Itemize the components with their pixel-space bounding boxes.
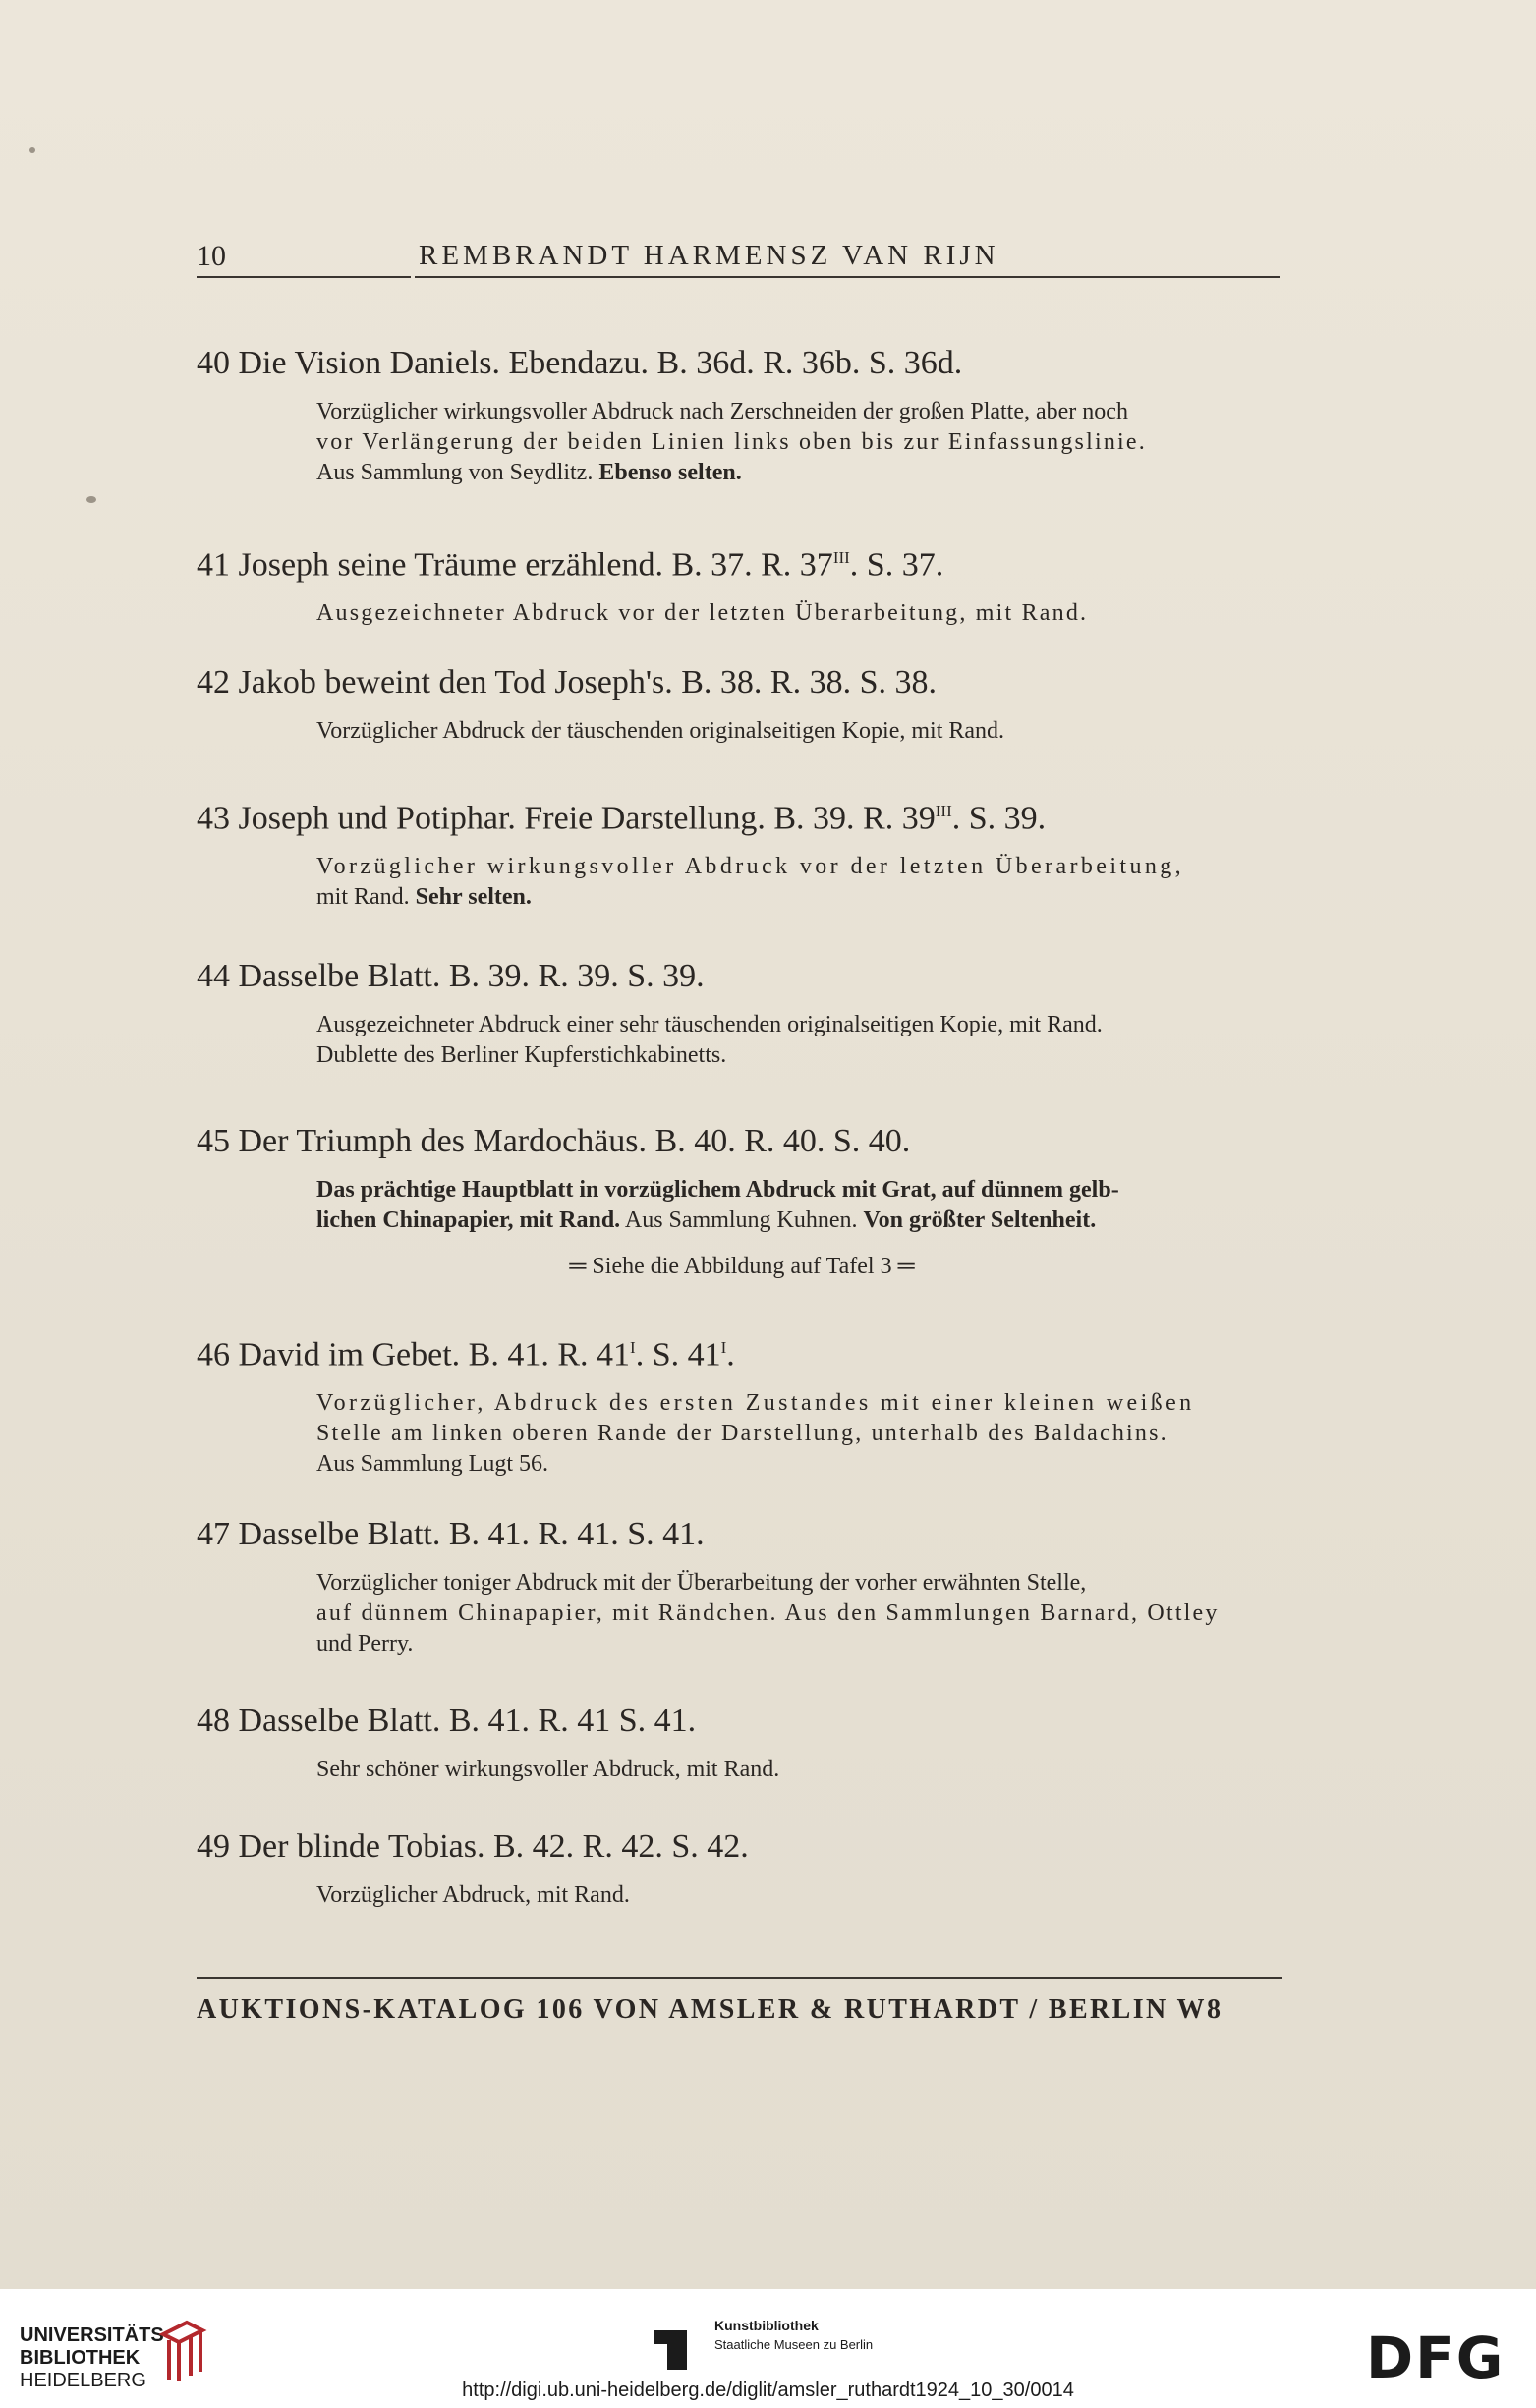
entry-heading: 46 David im Gebet. B. 41. R. $41^I$. S. $41^I$.	[197, 1336, 735, 1373]
footer-text: AUKTIONS-KATALOG 106 VON AMSLER & RUTHARDT / BERLIN W8	[197, 1994, 1223, 2025]
kunstbibliothek-logo-icon	[654, 2330, 687, 2370]
catalog-entry-49	[197, 1827, 1287, 1911]
entry-heading: 40 Die Vision Daniels. Ebendazu. B. 36d. R. 36b. S. 36d.	[197, 345, 963, 381]
entry-heading: 47 Dasselbe Blatt. B. 41. R. 41. S. 41.	[197, 1516, 705, 1552]
entry-heading: 45 Der Triumph des Mardochäus. B. 40. R. 40. S. 40.	[197, 1123, 911, 1159]
entry-heading: 41 Joseph seine Träume erzählend. B. 37. R. $37^{III}$. S. 37.	[197, 546, 944, 584]
catalog-entry-40	[197, 344, 1287, 488]
library-footer-bar	[0, 2289, 1536, 2408]
speck	[29, 147, 35, 153]
speck	[86, 496, 96, 503]
entry-heading: 42 Jakob beweint den Tod Joseph's. B. 38. R. 38. S. 38.	[197, 664, 937, 700]
entry-description: Vorzüglicher, Abdruck des ersten Zustandes mit einer kleinen weißen Stelle am linken oberen Rande der Darstellung, unterhalb des Baldachins. Aus Sammlung Lugt 56.	[316, 1390, 1195, 1478]
plate-reference-note: ═ Siehe die Abbildung auf Tafel 3 ═	[569, 1254, 915, 1279]
footer-rule	[197, 1977, 1282, 1979]
entry-description: Vorzüglicher wirkungsvoller Abdruck nach Zerschneiden der großen Platte, aber noch vor Verlängerung der beiden Linien links oben bis zur Einfassungslinie. Aus Sammlung von Seydlitz. Ebenso selten.	[316, 399, 1147, 485]
entry-description: Ausgezeichneter Abdruck einer sehr täuschenden originalseitigen Kopie, mit Rand. Dublette des Berliner Kupferstichkabinetts.	[316, 1012, 1103, 1068]
entry-description: Vorzüglicher toniger Abdruck mit der Überarbeitung der vorher erwähnten Stelle, auf dünnem Chinapapier, mit Rändchen. Aus den Sammlungen Barnard, Ottley und Perry.	[316, 1570, 1220, 1656]
catalog-entry-47	[197, 1515, 1287, 1659]
running-title: REMBRANDT HARMENSZ VAN RIJN	[419, 240, 999, 271]
entry-description: Ausgezeichneter Abdruck vor der letzten Überarbeitung, mit Rand.	[316, 600, 1089, 627]
entry-heading: 43 Joseph und Potiphar. Freie Darstellung. B. 39. R. $39^{III}$. S. 39.	[197, 800, 1047, 837]
ub-heidelberg-logo-icon	[157, 2317, 208, 2385]
entry-description: Das prächtige Hauptblatt in vorzüglichem Abdruck mit Grat, auf dünnem gelb- lichen Chinapapier, mit Rand. Aus Sammlung Kuhnen. Von größter Seltenheit.	[316, 1177, 1119, 1233]
catalog-entry-41	[197, 538, 1287, 629]
dfg-logo[interactable]: DFG	[1366, 2324, 1506, 2391]
ub-heidelberg-wordmark[interactable]: UNIVERSITÄTS- BIBLIOTHEK HEIDELBERG	[20, 2324, 171, 2391]
catalog-footer	[197, 1977, 1287, 2026]
catalog-entry-44	[197, 957, 1287, 1071]
kunstbibliothek-label[interactable]: Kunstbibliothek Staatliche Museen zu Berlin	[714, 2318, 874, 2352]
catalog-entry-45	[197, 1122, 1287, 1236]
entry-heading: 49 Der blinde Tobias. B. 42. R. 42. S. 42.	[197, 1828, 749, 1865]
catalog-entry-42	[197, 663, 1287, 747]
catalog-entry-43	[197, 792, 1287, 913]
entry-description: Vorzüglicher Abdruck, mit Rand.	[316, 1882, 630, 1908]
entry-heading: 48 Dasselbe Blatt. B. 41. R. 41 S. 41.	[197, 1703, 697, 1739]
running-header	[197, 236, 1280, 283]
catalog-entry-46	[197, 1328, 1287, 1480]
entry-description: Sehr schöner wirkungsvoller Abdruck, mit Rand.	[316, 1757, 780, 1782]
header-rule	[415, 276, 1280, 278]
header-rule	[197, 276, 411, 278]
entry-heading: 44 Dasselbe Blatt. B. 39. R. 39. S. 39.	[197, 958, 705, 994]
catalog-entry-48	[197, 1702, 1287, 1785]
page-number: 10	[197, 240, 226, 272]
entry-description: Vorzüglicher wirkungsvoller Abdruck vor der letzten Überarbeitung, mit Rand. Sehr selten.	[316, 854, 1185, 911]
page-url[interactable]: http://digi.ub.uni-heidelberg.de/diglit/amsler_ruthardt1924_10_30/0014	[462, 2380, 1074, 2401]
entry-description: Vorzüglicher Abdruck der täuschenden originalseitigen Kopie, mit Rand.	[316, 718, 1005, 744]
